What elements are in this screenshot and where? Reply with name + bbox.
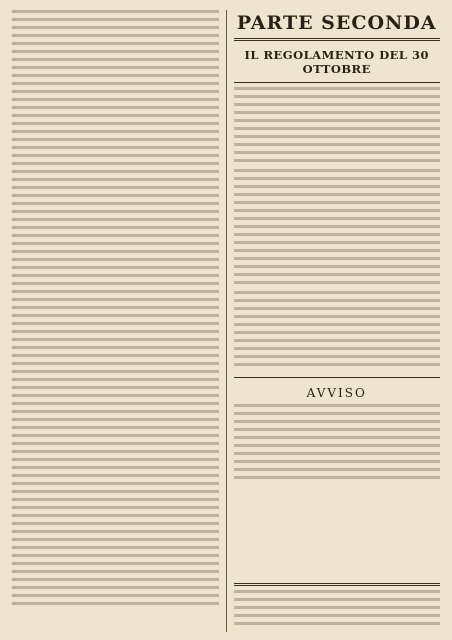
footer-text (234, 590, 441, 630)
left-column-body (12, 10, 219, 606)
notice-rule (234, 377, 441, 378)
article-body-2 (234, 169, 441, 289)
right-column (227, 10, 441, 632)
article-heading: IL REGOLAMENTO DEL 30 OTTOBRE (244, 48, 430, 76)
notice-heading: AVVISO (306, 386, 367, 400)
article-body-3 (234, 291, 441, 371)
section-heading: PARTE SECONDA (236, 12, 437, 34)
footer-rule (234, 583, 441, 586)
section-rule (234, 38, 441, 41)
page-columns (12, 10, 440, 632)
article-body-1 (234, 87, 441, 167)
article-rule (234, 82, 441, 83)
left-column (12, 10, 227, 632)
notice-body (234, 404, 441, 484)
